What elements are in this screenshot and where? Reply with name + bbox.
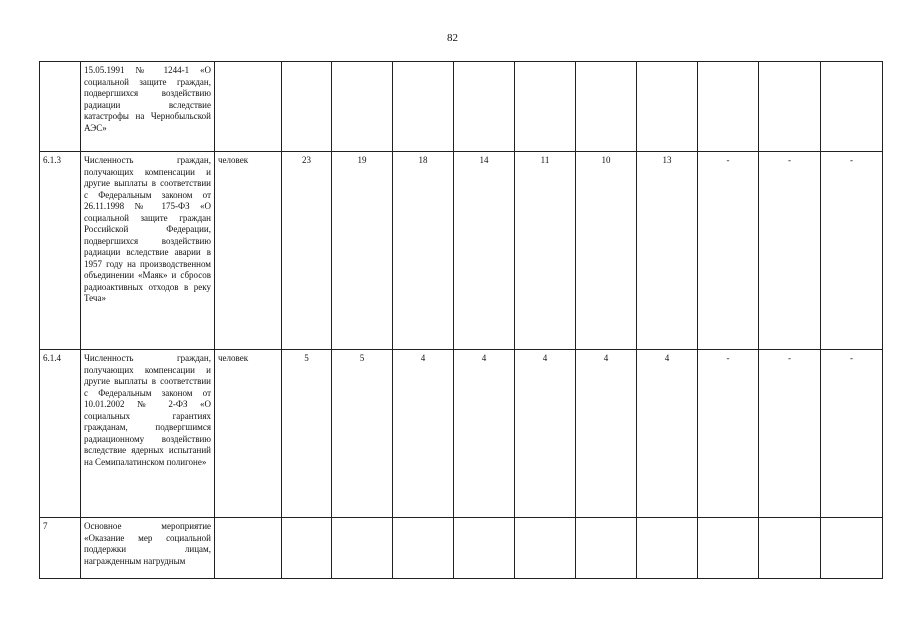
year-value-cell: [282, 62, 332, 152]
row-code: 6.1.4: [40, 350, 81, 518]
year-value-cell: [637, 518, 698, 579]
year-value-cell: [393, 62, 454, 152]
year-value-cell: [282, 518, 332, 579]
year-value-cell: [515, 518, 576, 579]
year-value-cell: 11: [515, 152, 576, 350]
row-unit: [215, 518, 282, 579]
year-value-cell: 19: [332, 152, 393, 350]
year-value-cell: [759, 518, 821, 579]
year-value-cell: [759, 62, 821, 152]
row-unit: человек: [215, 350, 282, 518]
year-value-cell: 4: [393, 350, 454, 518]
page-number: 82: [447, 32, 458, 44]
year-value-cell: [454, 518, 515, 579]
row-description: Численность граждан, получающих компенсации и другие выплаты в соответствии с Федеральным законом от 10.01.2002 № 2-ФЗ «О социальных гарантиях гражданам, подвергшимся радиационному воздействию вследствие ядерных испытаний на Семипалатинском полигоне»: [81, 350, 215, 518]
year-value-cell: 4: [515, 350, 576, 518]
row-description: Численность граждан, получающих компенсации и другие выплаты в соответствии с Федеральным законом от 26.11.1998 № 175-ФЗ «О социальной защите граждан Российской Федерации, подвергшихся воздействию радиации вследствие аварии в 1957 году на производственном объединении «Маяк» и сбросов радиоактивных отходов в реку Теча»: [81, 152, 215, 350]
table-row: [40, 350, 883, 518]
year-value-cell: 23: [282, 152, 332, 350]
row-description: 15.05.1991 № 1244-1 «О социальной защите граждан, подвергшихся воздействию радиации вследствие катастрофы на Чернобыльской АЭС»: [81, 62, 215, 152]
year-value-cell: 5: [332, 350, 393, 518]
row-code: 7: [40, 518, 81, 579]
year-value-cell: [637, 62, 698, 152]
year-value-cell: [393, 518, 454, 579]
row-code: 6.1.3: [40, 152, 81, 350]
year-value-cell: 18: [393, 152, 454, 350]
table-row: [40, 518, 883, 579]
year-value-cell: -: [821, 350, 883, 518]
year-value-cell: [332, 518, 393, 579]
indicator-table: [39, 61, 883, 579]
table-row: [40, 62, 883, 152]
year-value-cell: -: [759, 152, 821, 350]
year-value-cell: 14: [454, 152, 515, 350]
year-value-cell: [698, 518, 759, 579]
year-value-cell: -: [698, 350, 759, 518]
year-value-cell: 13: [637, 152, 698, 350]
table-row: [40, 152, 883, 350]
year-value-cell: [698, 62, 759, 152]
year-value-cell: [821, 62, 883, 152]
year-value-cell: 4: [576, 350, 637, 518]
row-unit: [215, 62, 282, 152]
year-value-cell: [332, 62, 393, 152]
year-value-cell: -: [821, 152, 883, 350]
year-value-cell: 10: [576, 152, 637, 350]
year-value-cell: -: [698, 152, 759, 350]
year-value-cell: [821, 518, 883, 579]
year-value-cell: -: [759, 350, 821, 518]
year-value-cell: [515, 62, 576, 152]
year-value-cell: [576, 62, 637, 152]
row-code: [40, 62, 81, 152]
year-value-cell: 5: [282, 350, 332, 518]
year-value-cell: [576, 518, 637, 579]
row-description: Основное мероприятие «Оказание мер социальной поддержки лицам, награжденным нагрудным: [81, 518, 215, 579]
row-unit: человек: [215, 152, 282, 350]
year-value-cell: [454, 62, 515, 152]
year-value-cell: 4: [454, 350, 515, 518]
year-value-cell: 4: [637, 350, 698, 518]
